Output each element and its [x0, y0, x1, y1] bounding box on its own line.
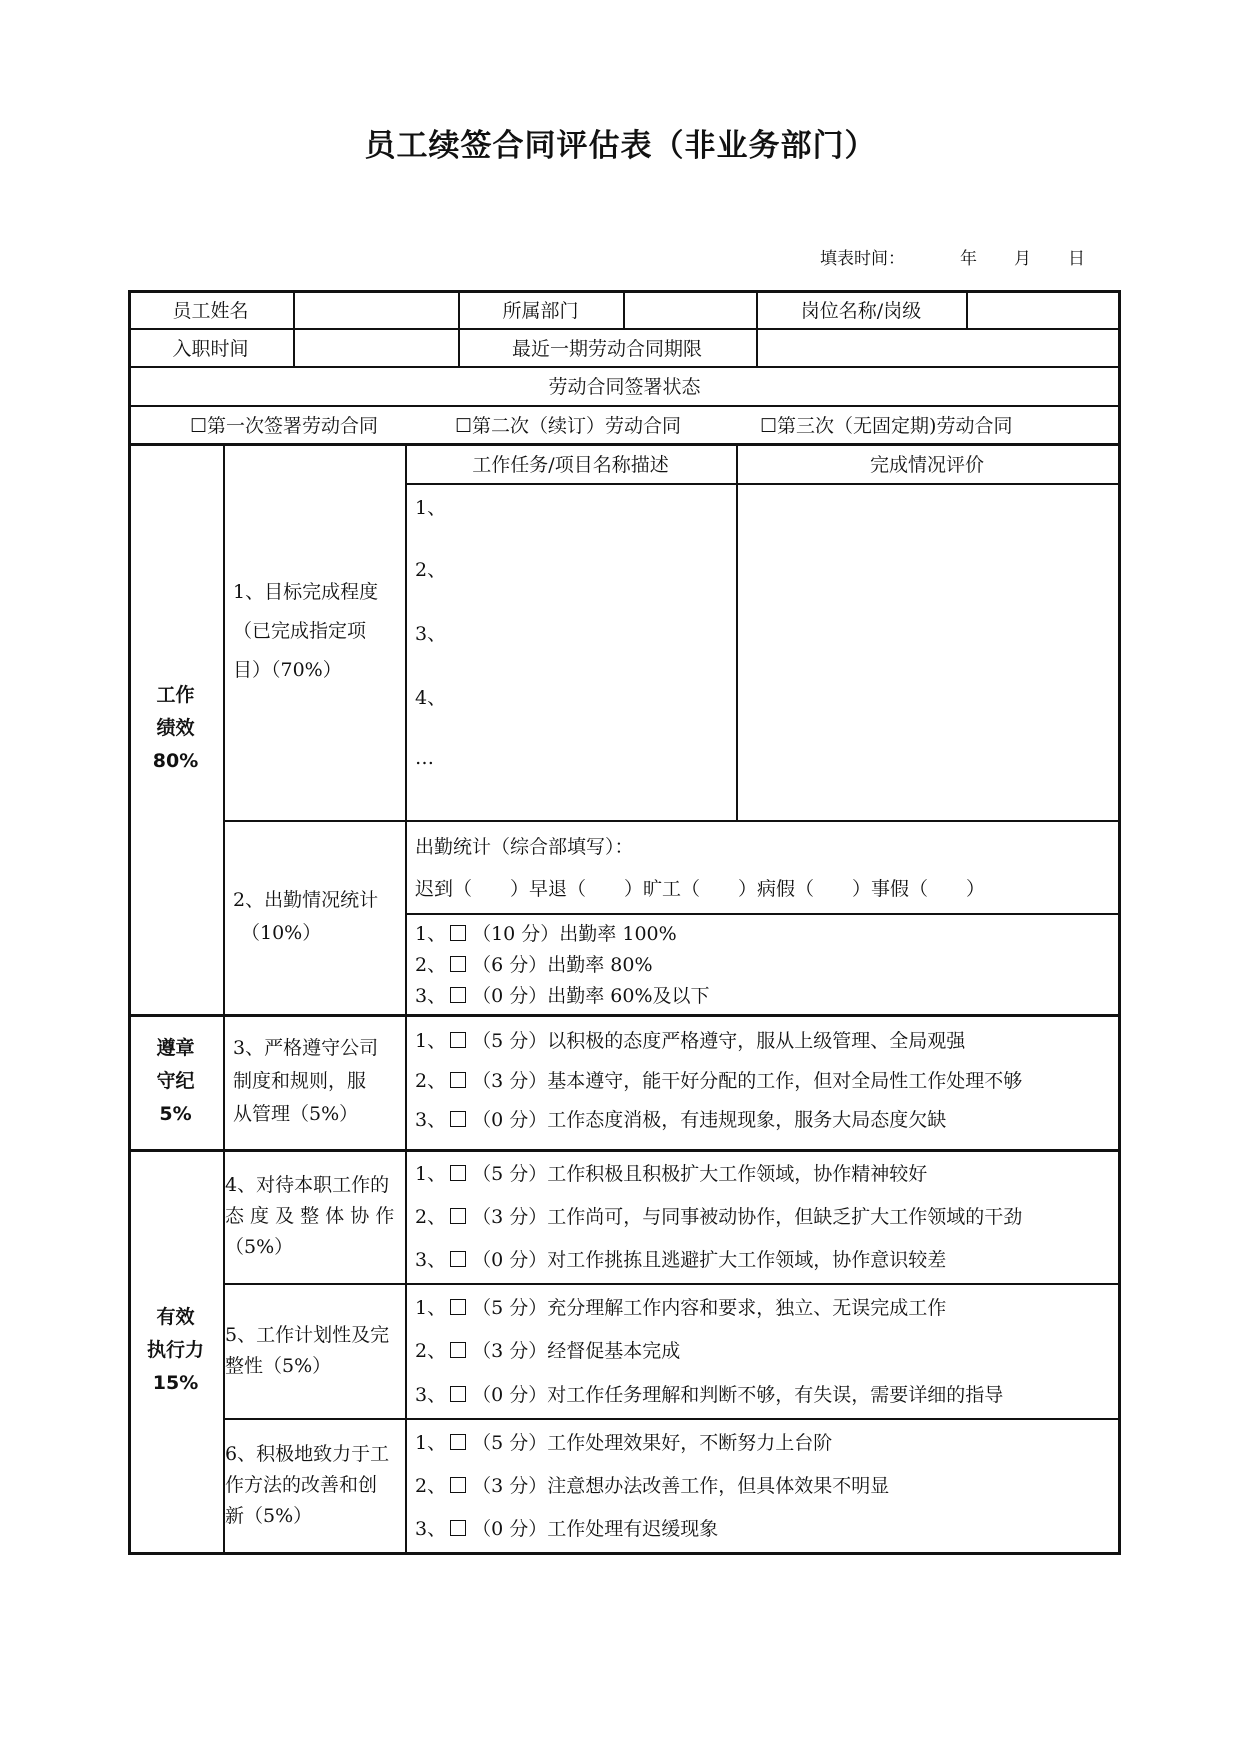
option-text: （0 分）工作处理有迟缓现象	[472, 1518, 719, 1540]
criterion-goal-completion	[223, 443, 405, 820]
discipline-option[interactable]	[415, 1064, 1022, 1098]
option-text: （5 分）以积极的态度严格遵守，服从上级管理、全局观强	[472, 1030, 966, 1052]
attendance-option[interactable]	[415, 950, 653, 980]
criterion-line: 1、目标完成程度	[233, 581, 379, 603]
option-number: 3、	[415, 1384, 447, 1406]
option-number: 1、	[415, 1297, 447, 1319]
option-text: （10 分）出勤率 100%	[472, 923, 677, 945]
contract-term-field[interactable]	[756, 328, 1118, 366]
department-label: 所属部门	[502, 299, 579, 322]
attendance-option[interactable]	[415, 981, 710, 1011]
checkbox-icon[interactable]	[450, 1434, 466, 1450]
work-attitude-option[interactable]	[415, 1200, 1022, 1234]
option-text: （3 分）注意想办法改善工作，但具体效果不明显	[472, 1475, 890, 1497]
option-text: （0 分）对工作挑拣且逃避扩大工作领域，协作意识较差	[472, 1249, 947, 1271]
criterion-line: 4、对待本职工作的	[225, 1173, 390, 1196]
criterion-line: 目）（70%）	[233, 659, 342, 681]
task-item: 3、	[415, 623, 447, 645]
checkbox-icon[interactable]	[450, 987, 466, 1003]
option-number: 3、	[415, 1109, 447, 1131]
option-number: 2、	[415, 1070, 447, 1092]
year-label: 年	[960, 249, 977, 269]
criterion-line: （10%）	[241, 922, 322, 944]
checkbox-icon[interactable]	[450, 1251, 466, 1267]
option-number: 2、	[415, 1340, 447, 1362]
attendance-options	[405, 913, 1118, 1014]
option-text: （5 分）充分理解工作内容和要求，独立、无误完成工作	[472, 1297, 947, 1319]
evaluation-header: 完成情况评价	[869, 453, 984, 476]
section-execution-line: 15%	[152, 1372, 199, 1394]
status-option-second[interactable]: ☐第二次（续订）劳动合同	[455, 414, 682, 437]
position-field[interactable]	[966, 290, 1118, 328]
option-text: （0 分）出勤率 60%及以下	[472, 985, 710, 1007]
checkbox-icon[interactable]	[450, 1208, 466, 1224]
criterion-line: 新（5%）	[225, 1504, 313, 1527]
improvement-options	[405, 1418, 1118, 1552]
criterion-line: 3、严格遵守公司	[233, 1037, 379, 1059]
option-number: 2、	[415, 1475, 447, 1497]
criterion-line: 整性（5%）	[225, 1354, 332, 1377]
option-number: 2、	[415, 954, 447, 976]
section-discipline	[128, 1014, 223, 1149]
work-attitude-option[interactable]	[415, 1157, 927, 1191]
task-item: …	[415, 747, 434, 769]
checkbox-icon[interactable]	[450, 1386, 466, 1402]
criterion-line: 从管理（5%）	[233, 1103, 359, 1125]
discipline-option[interactable]	[415, 1024, 965, 1058]
contract-term-label: 最近一期劳动合同期限	[511, 337, 702, 360]
section-performance-line: 工作	[156, 684, 195, 706]
day-label: 日	[1068, 249, 1085, 269]
page-title: 员工续签合同评估表（非业务部门）	[364, 128, 877, 164]
section-execution-line: 有效	[156, 1306, 195, 1328]
planning-option[interactable]	[415, 1334, 680, 1368]
criterion-discipline	[223, 1014, 405, 1149]
criterion-line: 5、工作计划性及完	[225, 1323, 390, 1346]
attendance-title: 出勤统计（综合部填写）：	[415, 836, 634, 858]
checkbox-icon[interactable]	[450, 1032, 466, 1048]
section-performance-line: 绩效	[156, 717, 195, 739]
criterion-line: 作方法的改善和创	[225, 1473, 378, 1496]
attendance-line[interactable]: 迟到（ ）早退（ ）旷工（ ）病假（ ）事假（ ）	[415, 878, 986, 900]
contract-status-options	[128, 405, 1121, 443]
criterion-line: （已完成指定项	[233, 620, 367, 642]
section-performance-line: 80%	[152, 750, 199, 772]
option-number: 1、	[415, 923, 447, 945]
section-execution	[128, 1149, 223, 1552]
criterion-planning	[223, 1283, 405, 1418]
status-option-third[interactable]: ☐第三次（无固定期)劳动合同	[760, 414, 1013, 437]
hire-date-field[interactable]	[293, 328, 458, 366]
checkbox-icon[interactable]	[450, 1477, 466, 1493]
section-execution-line: 执行力	[146, 1339, 204, 1361]
checkbox-icon[interactable]	[450, 1299, 466, 1315]
option-text: （3 分）基本遵守，能干好分配的工作，但对全局性工作处理不够	[472, 1070, 1023, 1092]
criterion-line: 2、出勤情况统计	[233, 889, 379, 911]
discipline-options	[405, 1014, 1118, 1149]
option-text: （3 分）工作尚可，与同事被动协作，但缺乏扩大工作领域的干劲	[472, 1206, 1023, 1228]
attendance-stats	[405, 820, 1118, 913]
work-attitude-option[interactable]	[415, 1243, 946, 1277]
checkbox-icon[interactable]	[450, 925, 466, 941]
option-text: （0 分）工作态度消极，有违规现象，服务大局态度欠缺	[472, 1109, 947, 1131]
checkbox-icon[interactable]	[450, 1111, 466, 1127]
section-performance	[128, 443, 223, 1014]
fill-date-label: 填表时间：	[820, 249, 905, 269]
planning-options	[405, 1283, 1118, 1418]
improvement-option[interactable]	[415, 1512, 718, 1546]
employee-name-field[interactable]	[293, 290, 458, 328]
option-text: （0 分）对工作任务理解和判断不够，有失误，需要详细的指导	[472, 1384, 1004, 1406]
work-attitude-options	[405, 1149, 1118, 1283]
criterion-line: 6、积极地致力于工	[225, 1442, 390, 1465]
status-option-first[interactable]: ☐第一次签署劳动合同	[190, 414, 379, 437]
improvement-option[interactable]	[415, 1426, 832, 1460]
checkbox-icon[interactable]	[450, 1165, 466, 1181]
checkbox-icon[interactable]	[450, 1072, 466, 1088]
task-header: 工作任务/项目名称描述	[472, 453, 669, 476]
criterion-attendance	[223, 820, 405, 1014]
improvement-option[interactable]	[415, 1469, 889, 1503]
option-number: 2、	[415, 1206, 447, 1228]
task-item: 2、	[415, 559, 447, 581]
option-number: 3、	[415, 1518, 447, 1540]
criterion-line: （5%）	[225, 1235, 294, 1258]
employee-name-label: 员工姓名	[172, 299, 249, 322]
task-list[interactable]	[405, 483, 736, 820]
section-discipline-line: 遵章	[156, 1037, 195, 1059]
planning-option[interactable]	[415, 1378, 1003, 1412]
option-text: （5 分）工作积极且积极扩大工作领域，协作精神较好	[472, 1163, 928, 1185]
checkbox-icon[interactable]	[450, 1520, 466, 1536]
discipline-option[interactable]	[415, 1103, 946, 1137]
checkbox-icon[interactable]	[450, 1342, 466, 1358]
planning-option[interactable]	[415, 1291, 946, 1325]
hire-date-label: 入职时间	[172, 337, 249, 360]
section-discipline-line: 5%	[159, 1103, 192, 1125]
task-item: 1、	[415, 497, 447, 519]
option-text: （6 分）出勤率 80%	[472, 954, 653, 976]
month-label: 月	[1014, 249, 1031, 269]
checkbox-icon[interactable]	[450, 956, 466, 972]
option-number: 1、	[415, 1030, 447, 1052]
fill-date-line	[820, 244, 1122, 269]
evaluation-field[interactable]	[736, 483, 1118, 820]
attendance-option[interactable]	[415, 919, 677, 949]
option-number: 3、	[415, 1249, 447, 1271]
criterion-improvement	[223, 1418, 405, 1552]
position-label: 岗位名称/岗级	[800, 299, 922, 322]
option-number: 3、	[415, 985, 447, 1007]
criterion-line: 态 度 及 整 体 协 作	[225, 1204, 395, 1227]
contract-status-heading: 劳动合同签署状态	[548, 376, 701, 398]
option-text: （3 分）经督促基本完成	[472, 1340, 681, 1362]
option-number: 1、	[415, 1432, 447, 1454]
department-field[interactable]	[623, 290, 756, 328]
criterion-work-attitude	[223, 1149, 405, 1283]
option-text: （5 分）工作处理效果好，不断努力上台阶	[472, 1432, 833, 1454]
option-number: 1、	[415, 1163, 447, 1185]
criterion-line: 制度和规则，服	[233, 1070, 367, 1092]
section-discipline-line: 守纪	[156, 1070, 195, 1092]
task-item: 4、	[415, 687, 447, 709]
